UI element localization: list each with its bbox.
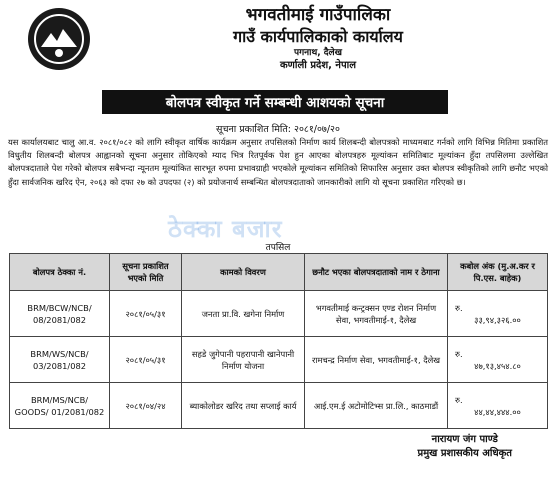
notice-body: यस कार्यालयबाट चालु आ.व. २०८१/०८२ को लागि स्वीकृत वार्षिक कार्यक्रम अनुसार तपसिलको निर्माण कार्य शिलबन्दी बोलपत्रको माध्यमबाट गर्नको लागि विभिन्न मितिमा प्रकाशित विधुतीय शिलबन्दी बोलपत्र आह्वानको सूचना अनुसार तोकिएको म्याद भित्र रितपूर्वक पेश हुन आएका बोलपत्रहरु मूल्यांकन समितिबाट मूल्यांकन हुँदा तपसिलमा उल्लेखित बोलपत्रदाताले पेश गरेको बोलपत्र सबैभन्दा न्यूनतम मूल्यांकित सारभूत रुपमा प्रभावग्राही भएकोले मूल्यांकन समितिको सिफारिस अनुसार उक्त बोलपत्र स्वीकृतिको लागि छनौट भएको हुँदा सार्वजनिक खरिद ऐन, २०६३ को दफा २७ को उपदफा (२) को प्रयोजनार्थ सम्बन्धित बोलपत्रदाताको जानकारीको लागि यो सूचना प्रकाशित गरिएको छ।	[8, 137, 548, 187]
header-date: सूचना प्रकाशित भएको मिति	[110, 254, 182, 291]
amount-cell	[448, 291, 548, 337]
notice-title: बोलपत्र स्वीकृत गर्ने सम्बन्धी आशयको सूचना	[102, 90, 448, 114]
office-name: गाउँ कार्यपालिकाको कार्यालय	[233, 27, 403, 46]
bidder: भगवतीमाई कन्ट्रक्सन एण्ड रोशन निर्माण सेवा, भगवतीमाई-१, दैलेख	[305, 291, 448, 337]
amount-cell	[448, 383, 548, 429]
published-date: सूचना प्रकाशित मिति: २०८१/०७/२०	[216, 124, 340, 135]
table-row	[10, 337, 548, 383]
contract-no: BRM/WS/NCB/ 03/2081/082	[10, 337, 110, 383]
watermark: ठेक्का बजार	[168, 215, 283, 243]
date: २०८१/०५/३१	[110, 337, 182, 383]
date: २०८१/०४/२४	[110, 383, 182, 429]
amount-prefix: रु.	[455, 394, 463, 405]
bidder: रामचन्द्र निर्माण सेवा, भगवतीमाई-१, दैलेख	[305, 337, 448, 383]
description: जनता प्रा.वि. खगेना निर्माण	[182, 291, 305, 337]
amount: ४४,४४,४४४.००	[474, 406, 521, 417]
description: सहडे जुगेपानी पहरापानी खानेपानी निर्माण योजना	[182, 337, 305, 383]
amount-cell	[448, 337, 548, 383]
amount: ४७,१३,४५४.८०	[474, 360, 521, 371]
signatory-title: प्रमुख प्रशासकीय अधिकृत	[417, 448, 512, 459]
date: २०८१/०५/३१	[110, 291, 182, 337]
province-name: कर्णाली प्रदेश, नेपाल	[279, 60, 357, 71]
table-header-row	[10, 254, 548, 291]
amount: ३३,९४,३२६.००	[474, 314, 521, 325]
bidder: आई.एम.ई अटोमोटिभ्स प्रा.लि., काठमाडौं	[305, 383, 448, 429]
header	[90, 4, 546, 72]
header-amount: कबोल अंक (मु.अ.कर र पि.एस. बाहेक)	[448, 254, 548, 291]
details-label: तपसिल	[265, 243, 291, 253]
table-row	[10, 383, 548, 429]
table-row	[10, 291, 548, 337]
contracts-table	[9, 253, 548, 429]
header-description: कामको विवरण	[182, 254, 305, 291]
header-bidder: छनौट भएका बोलपत्रदाताको नाम र ठेगाना	[305, 254, 448, 291]
header-contract-no: बोलपत्र ठेक्का नं.	[10, 254, 110, 291]
contract-no: BRM/MS/NCB/ GOODS/ 01/2081/082	[10, 383, 110, 429]
office-address: पगनाथ, दैलेख	[293, 48, 343, 58]
signature-block	[418, 433, 512, 461]
municipality-emblem-icon	[28, 8, 90, 70]
municipality-name: भगवतीमाई गाउँपालिका	[245, 5, 391, 25]
amount-prefix: रु.	[455, 348, 463, 359]
amount-prefix: रु.	[455, 302, 463, 313]
contract-no: BRM/BCW/NCB/ 08/2081/082	[10, 291, 110, 337]
signatory-name: नारायण जंग पाण्डे	[431, 434, 498, 445]
description: ब्याकोलोडर खरिद तथा सप्लाई कार्य	[182, 383, 305, 429]
